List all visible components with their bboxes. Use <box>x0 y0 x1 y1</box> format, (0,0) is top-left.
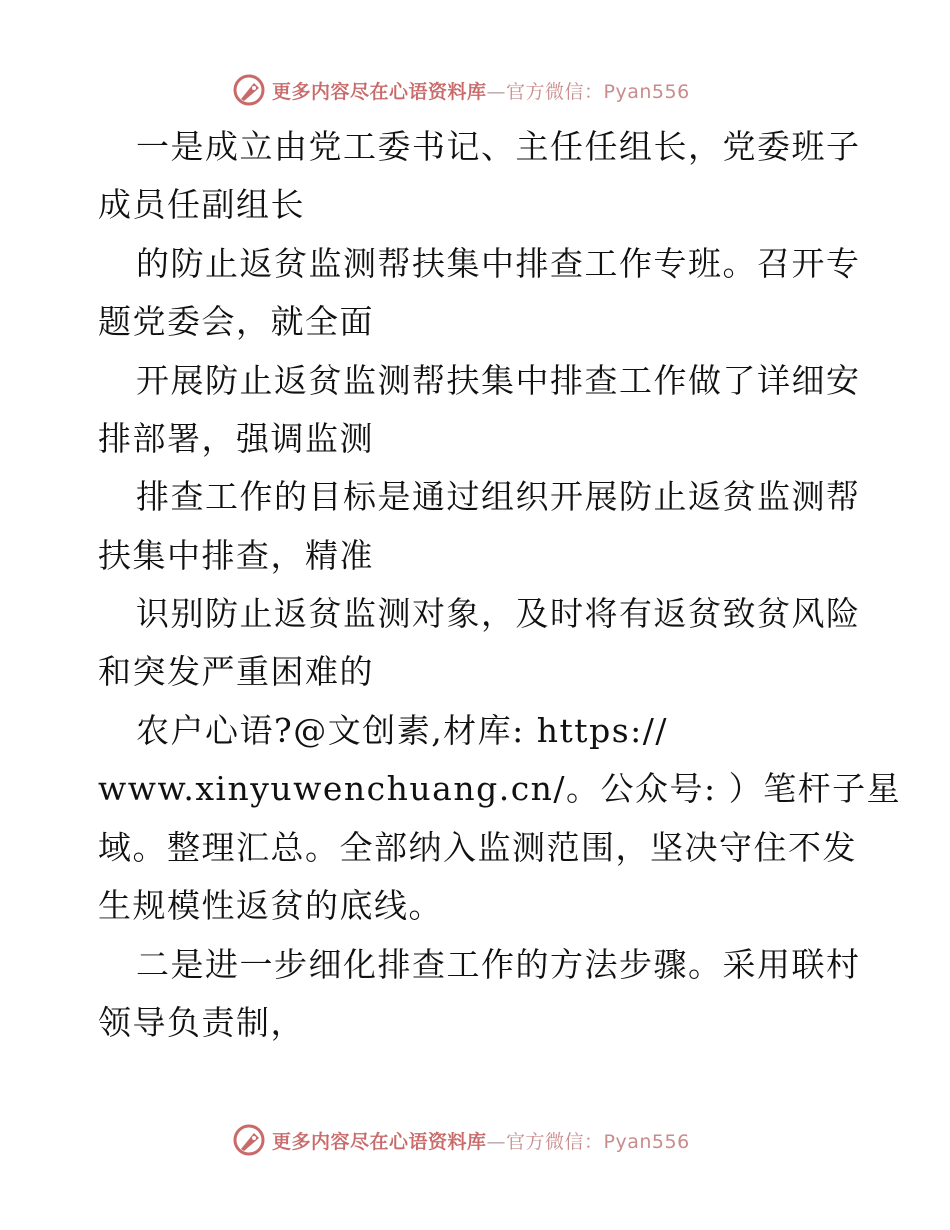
footer-wechat-id: Pyan556 <box>603 1130 690 1153</box>
body-line-11: 农户心语?@文创素,材库: https:// <box>136 711 668 750</box>
body-line-14: 生规模性返贫的底线。 <box>98 886 443 925</box>
footer-wechat-label: 官方微信： <box>506 1130 604 1153</box>
body-line-2: 成员任副组长 <box>98 185 305 224</box>
body-line-7: 排查工作的目标是通过组织开展防止返贫监测帮 <box>136 477 861 516</box>
header-separator: — <box>486 80 507 103</box>
body-line-16: 领导负责制， <box>98 1003 305 1042</box>
footer-separator: — <box>486 1130 507 1153</box>
header-text <box>272 77 690 104</box>
body-line-4: 题党委会，就全面 <box>98 302 374 341</box>
body-line-1: 一是成立由党工委书记、主任任组长，党委班子 <box>136 127 861 166</box>
body-line-15: 二是进一步细化排查工作的方法步骤。采用联村 <box>136 945 861 984</box>
pen-nib-logo-icon <box>232 73 266 107</box>
body-line-10: 和突发严重困难的 <box>98 652 374 691</box>
footer-watermark <box>232 1122 690 1158</box>
pen-nib-logo-icon <box>232 1123 266 1157</box>
body-line-13: 域。整理汇总。全部纳入监测范围，坚决守住不发 <box>98 828 857 867</box>
body-line-9: 识别防止返贫监测对象，及时将有返贫致贫风险 <box>136 594 861 633</box>
footer-brand: 更多内容尽在心语资料库 <box>272 1130 487 1153</box>
body-line-3: 的防止返贫监测帮扶集中排查工作专班。召开专 <box>136 244 861 283</box>
header-wechat-label: 官方微信： <box>506 80 604 103</box>
body-line-6: 排部署，强调监测 <box>98 419 374 458</box>
header-wechat-id: Pyan556 <box>603 80 690 103</box>
body-line-8: 扶集中排查，精准 <box>98 536 374 575</box>
header-brand: 更多内容尽在心语资料库 <box>272 80 487 103</box>
body-line-5: 开展防止返贫监测帮扶集中排查工作做了详细安 <box>136 361 861 400</box>
body-line-12: www.xinyuwenchuang.cn/。公众号: ）笔杆子星 <box>98 769 902 808</box>
header-watermark <box>232 72 690 108</box>
footer-text <box>272 1127 690 1154</box>
